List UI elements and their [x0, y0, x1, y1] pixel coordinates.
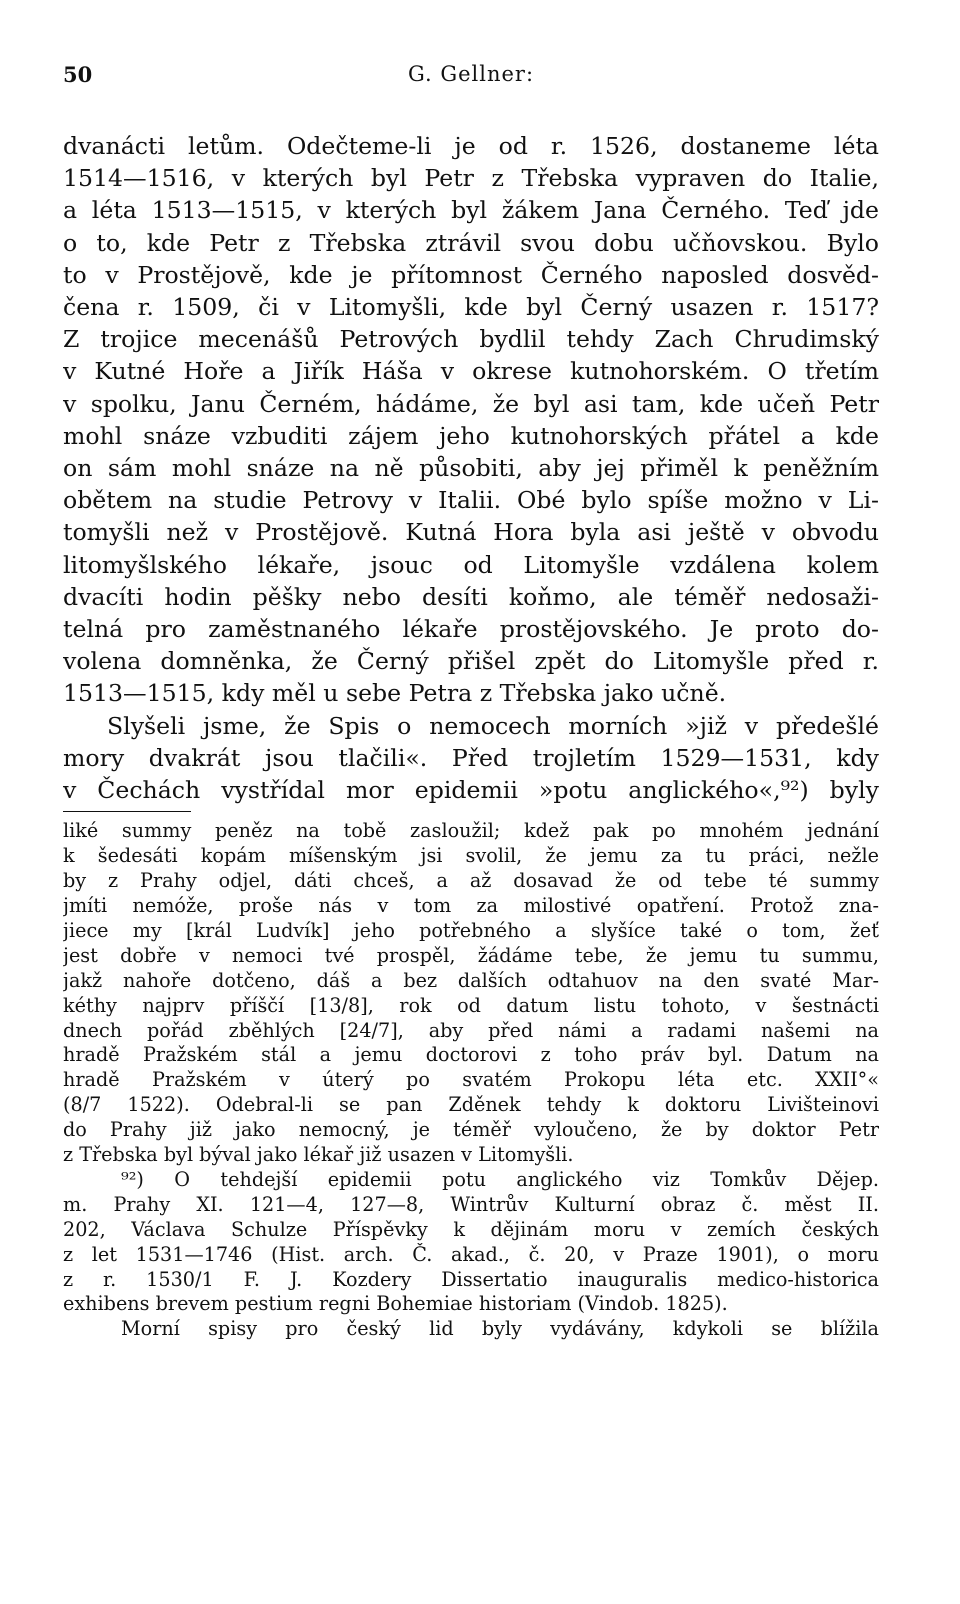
- text-line: mory dvakrát jsou tlačili«. Před trojletím 1529—1531, kdy: [63, 743, 879, 772]
- footnote-line: kéthy najprv příščí [13/8], rok od datum listu tohoto, v šestnácti: [63, 993, 879, 1017]
- footnote-line: by z Prahy odjel, dáti chceš, a až dosavad že od tebe té summy: [63, 869, 879, 893]
- footnote-line: liké summy peněz na tobě zasloužil; kdež pak po mnohém jednání: [63, 819, 879, 843]
- footnote-line: jest dobře v nemoci tvé prospěl, žádáme tebe, že jemu tu summu,: [63, 943, 879, 967]
- running-title: G. Gellner:: [407, 62, 535, 86]
- footnote-line: hradě Pražském v úterý po svatém Prokopu léta etc. XXII°«: [63, 1068, 879, 1092]
- footnote-line: (8/7 1522). Odebral-li se pan Zděnek tehdy k doktoru Livišteinovi: [63, 1093, 879, 1117]
- footnote-line: dnech pořád zběhlých [24/7], aby před námi a radami našemi na: [63, 1018, 879, 1042]
- text-line: to v Prostějově, kde je přítomnost Černého naposled dosvěd-: [63, 260, 879, 289]
- text-line: litomyšlského lékaře, jsouc od Litomyšle vzdálena kolem: [63, 550, 879, 579]
- footnote-separator: [63, 811, 191, 812]
- text-line: obětem na studie Petrovy v Italii. Obé bylo spíše možno v Li-: [63, 486, 879, 515]
- text-line: Slyšeli jsme, že Spis o nemocech morních »již v předešlé: [107, 711, 879, 740]
- text-line: dvacíti hodin pěšky nebo desíti koňmo, ale téměř nedosaži-: [63, 582, 879, 611]
- footnote-line: k šedesáti kopám míšenským jsi svolil, že jemu za tu práci, nežle: [63, 844, 879, 868]
- text-line: o to, kde Petr z Třebska ztrávil svou dobu učňovskou. Bylo: [63, 228, 879, 257]
- text-line: v Čechách vystřídal mor epidemii »potu anglického«,⁹²) byly: [63, 776, 879, 805]
- footnote-line: 202, Václava Schulze Příspěvky k dějinám moru v zemích českých: [63, 1217, 879, 1241]
- footnote-line: jakž nahoře dotčeno, dáš a bez dalších odtahuov na den svaté Mar-: [63, 968, 879, 992]
- text-line: 1513—1515, kdy měl u sebe Petra z Třebska jako učně.: [63, 679, 727, 708]
- text-line: mohl snáze vzbuditi zájem jeho kutnohorských přátel a kde: [63, 421, 879, 450]
- text-line: v Kutné Hoře a Jiřík Háša v okrese kutnohorském. O třetím: [63, 357, 879, 386]
- text-line: dvanácti letům. Odečteme-li je od r. 1526, dostaneme léta: [63, 132, 879, 160]
- footnote-continuation: [63, 819, 879, 1168]
- text-line: tomyšli než v Prostějově. Kutná Hora byla asi ještě v obvodu: [63, 518, 879, 547]
- text-line: Z trojice mecenášů Petrových bydlil tehdy Zach Chrudimský: [63, 325, 879, 354]
- main-text: [63, 130, 879, 806]
- page-number: 50: [63, 62, 93, 87]
- footnote-line: exhibens brevem pestium regni Bohemiae historiam (Vindob. 1825).: [63, 1292, 728, 1316]
- text-line: v spolku, Janu Černém, hádáme, že byl asi tam, kde učeň Petr: [63, 389, 879, 418]
- footnote-92: [63, 1168, 879, 1317]
- footnote-line: z r. 1530/1 F. J. Kozdery Dissertatio inauguralis medico-historica: [63, 1267, 879, 1291]
- text-line: čena r. 1509, či v Litomyšli, kde byl Černý usazen r. 1517?: [63, 293, 879, 322]
- footnote-line: z Třebska byl býval jako lékař již usazen v Litomyšli.: [63, 1143, 574, 1167]
- footnotes: [63, 819, 879, 1342]
- footnote-line: do Prahy již jako nemocný, je téměř vyloučeno, že by doktor Petr: [63, 1118, 879, 1142]
- text-line: telná pro zaměstnaného lékaře prostějovského. Je proto do-: [63, 615, 879, 644]
- paragraph-2: [63, 710, 879, 807]
- text-line: volena domněnka, že Černý přišel zpět do Litomyšle před r.: [63, 647, 879, 676]
- footnote-line: z let 1531—1746 (Hist. arch. Č. akad., č. 20, v Praze 1901), o moru: [63, 1242, 879, 1266]
- footnote-line: m. Prahy XI. 121—4, 127—8, Wintrův Kulturní obraz č. měst II.: [63, 1192, 879, 1216]
- footnote-92-continued: [63, 1317, 879, 1342]
- footnote-line: jmíti nemóže, proše nás v tom za milostivé opatření. Protož zna-: [63, 893, 879, 917]
- footnote-line: hradě Pražském stál a jemu doctorovi z toho práv byl. Datum na: [63, 1043, 879, 1067]
- paragraph-1: [63, 130, 879, 710]
- text-line: a léta 1513—1515, v kterých byl žákem Jana Černého. Teď jde: [63, 196, 879, 225]
- book-page: [63, 62, 879, 1342]
- footnote-line: Morní spisy pro český lid byly vydávány, kdykoli se blížila: [121, 1317, 879, 1341]
- running-head: [63, 62, 879, 100]
- text-line: on sám mohl snáze na ně působiti, aby jej přiměl k peněžním: [63, 454, 879, 483]
- text-line: 1514—1516, v kterých byl Petr z Třebska vypraven do Italie,: [63, 164, 879, 193]
- footnote-line: ⁹²) O tehdejší epidemii potu anglického viz Tomkův Dějep.: [121, 1167, 879, 1191]
- footnote-line: jiece my [král Ludvík] jeho potřebného a slyšíce také o tom, žeť: [63, 918, 879, 942]
